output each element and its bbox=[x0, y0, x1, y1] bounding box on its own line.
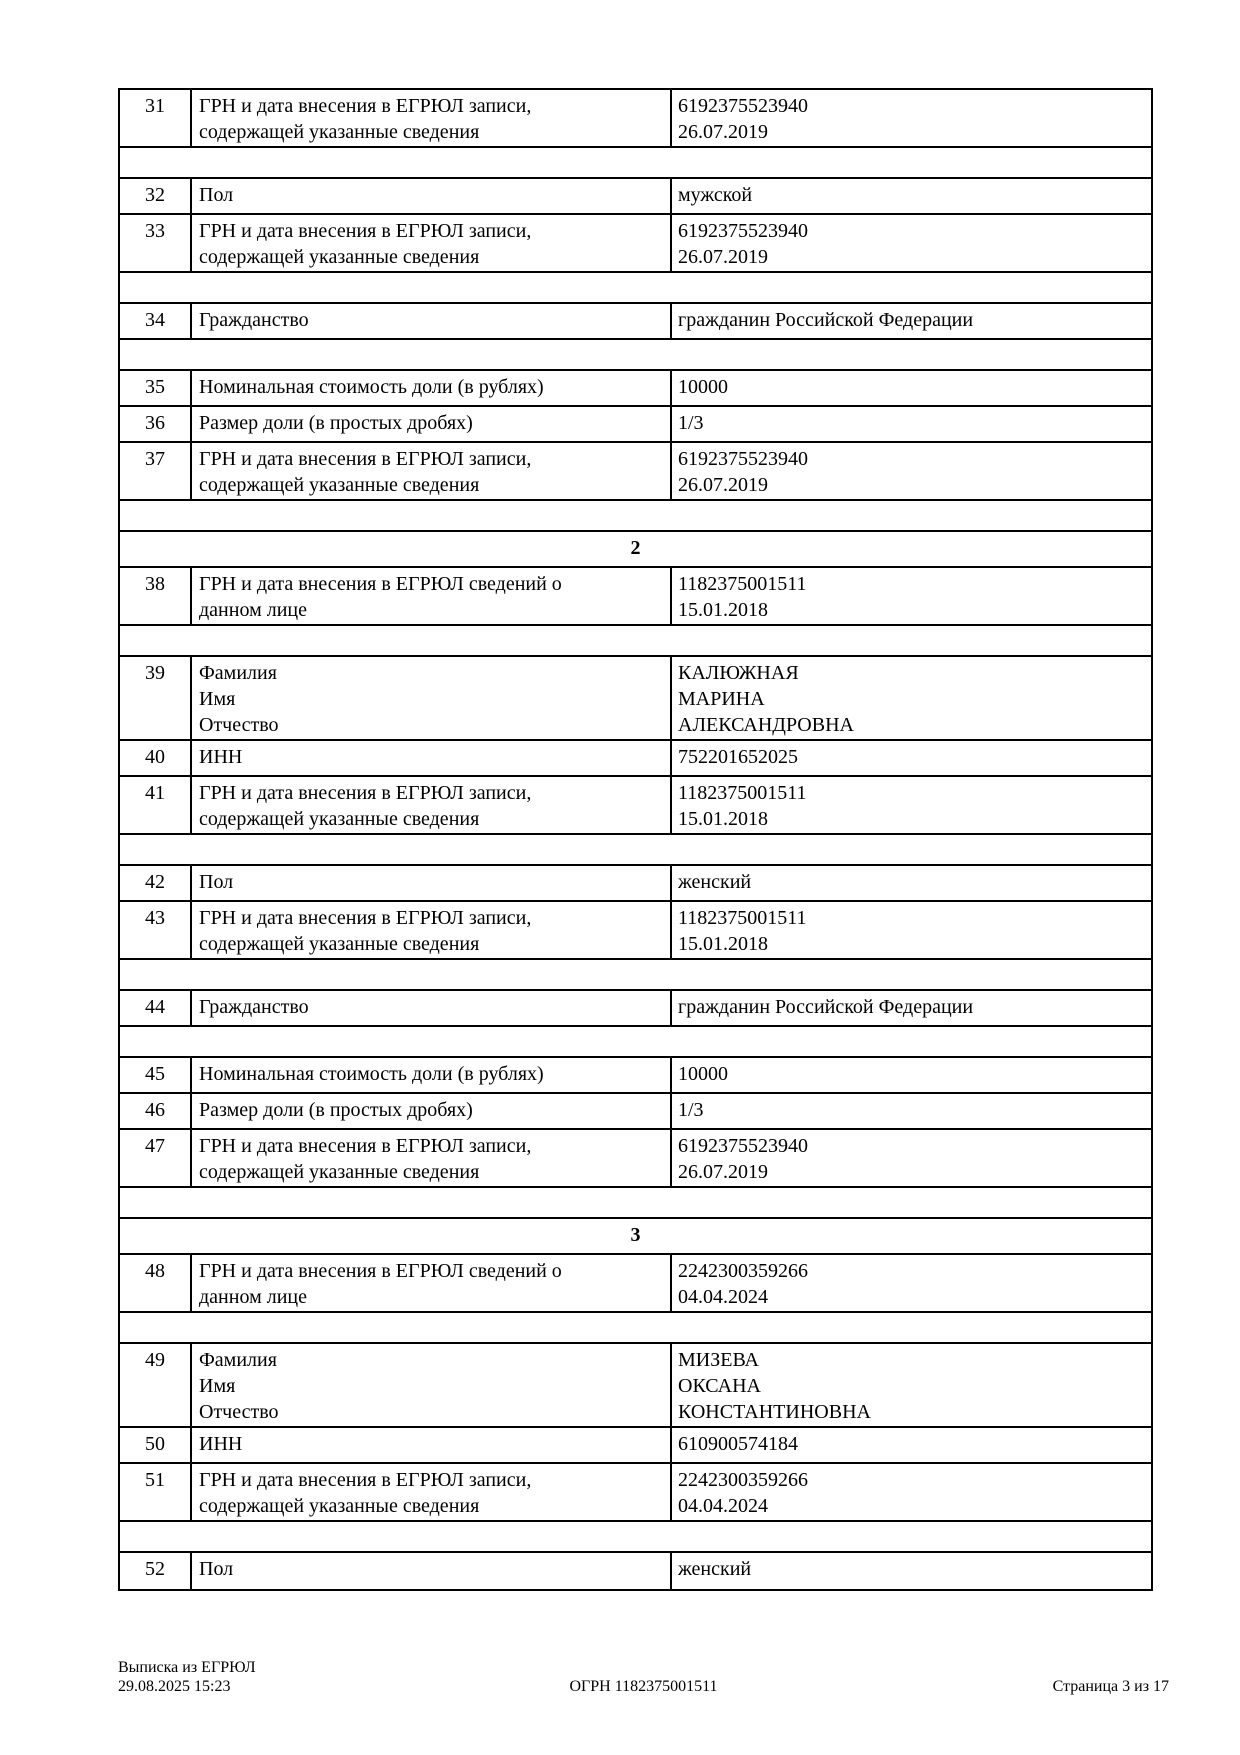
row-number-cell: 41 bbox=[120, 777, 192, 833]
value-line: 15.01.2018 bbox=[678, 599, 768, 621]
label-line: данном лице bbox=[199, 599, 307, 621]
label-line: Номинальная стоимость доли (в рублях) bbox=[199, 376, 544, 398]
spacer-row bbox=[120, 835, 1151, 866]
row-label-cell bbox=[192, 568, 672, 624]
row-label-cell bbox=[192, 1344, 672, 1426]
label-line: Пол bbox=[199, 1558, 234, 1580]
row-value-cell bbox=[672, 777, 1151, 833]
table-row bbox=[120, 1094, 1151, 1130]
row-number-cell: 46 bbox=[120, 1094, 192, 1128]
page-footer bbox=[118, 1658, 1169, 1696]
table-row bbox=[120, 1553, 1151, 1589]
label-line: Имя bbox=[199, 688, 236, 710]
value-line: 26.07.2019 bbox=[678, 121, 768, 143]
value-line: 610900574184 bbox=[678, 1433, 798, 1455]
table-row bbox=[120, 991, 1151, 1027]
section-header-row: 3 bbox=[120, 1219, 1151, 1255]
row-label-cell bbox=[192, 407, 672, 441]
row-number-cell: 45 bbox=[120, 1058, 192, 1092]
row-label-cell bbox=[192, 1464, 672, 1520]
label-line: Размер доли (в простых дробях) bbox=[199, 412, 473, 434]
label-line: ИНН bbox=[199, 746, 243, 768]
value-line: 1/3 bbox=[678, 1099, 704, 1121]
row-number-cell: 36 bbox=[120, 407, 192, 441]
row-value-cell bbox=[672, 1344, 1151, 1426]
row-value-cell bbox=[672, 657, 1151, 739]
row-label-cell bbox=[192, 443, 672, 499]
table-row bbox=[120, 741, 1151, 777]
row-label-cell bbox=[192, 1094, 672, 1128]
label-line: ГРН и дата внесения в ЕГРЮЛ записи, bbox=[199, 220, 532, 242]
value-line: 26.07.2019 bbox=[678, 474, 768, 496]
row-value-cell bbox=[672, 741, 1151, 775]
label-line: ГРН и дата внесения в ЕГРЮЛ записи, bbox=[199, 907, 532, 929]
row-number-cell: 52 bbox=[120, 1553, 192, 1589]
footer-page-number: Страница 3 из 17 bbox=[1052, 1678, 1170, 1695]
value-line: КАЛЮЖНАЯ bbox=[678, 662, 799, 684]
row-label-cell bbox=[192, 90, 672, 146]
label-line: данном лице bbox=[199, 1286, 307, 1308]
table-row bbox=[120, 407, 1151, 443]
value-line: 1182375001511 bbox=[678, 573, 807, 595]
value-line: 6192375523940 bbox=[678, 1135, 808, 1157]
row-label-cell bbox=[192, 179, 672, 213]
row-number-cell: 40 bbox=[120, 741, 192, 775]
value-line: 752201652025 bbox=[678, 746, 798, 768]
row-label-cell bbox=[192, 1058, 672, 1092]
label-line: Фамилия bbox=[199, 1349, 277, 1371]
label-line: Отчество bbox=[199, 1401, 279, 1423]
label-line: Гражданство bbox=[199, 309, 309, 331]
value-line: 2242300359266 bbox=[678, 1469, 808, 1491]
row-label-cell bbox=[192, 866, 672, 900]
label-line: содержащей указанные сведения bbox=[199, 808, 480, 830]
value-line: 15.01.2018 bbox=[678, 808, 768, 830]
value-line: 1/3 bbox=[678, 412, 704, 434]
row-label-cell bbox=[192, 1130, 672, 1186]
label-line: содержащей указанные сведения bbox=[199, 474, 480, 496]
table-row bbox=[120, 443, 1151, 501]
row-label-cell bbox=[192, 304, 672, 338]
row-number-cell: 49 bbox=[120, 1344, 192, 1426]
value-line: 10000 bbox=[678, 376, 728, 398]
label-line: Размер доли (в простых дробях) bbox=[199, 1099, 473, 1121]
row-value-cell bbox=[672, 1130, 1151, 1186]
label-line: ГРН и дата внесения в ЕГРЮЛ записи, bbox=[199, 782, 532, 804]
row-number-cell: 39 bbox=[120, 657, 192, 739]
table-row bbox=[120, 1058, 1151, 1094]
table-row bbox=[120, 371, 1151, 407]
row-label-cell bbox=[192, 991, 672, 1025]
spacer-row bbox=[120, 501, 1151, 532]
row-value-cell bbox=[672, 866, 1151, 900]
table-row bbox=[120, 866, 1151, 902]
row-value-cell bbox=[672, 407, 1151, 441]
table-row bbox=[120, 1255, 1151, 1313]
value-line: ОКСАНА bbox=[678, 1375, 761, 1397]
label-line: ГРН и дата внесения в ЕГРЮЛ записи, bbox=[199, 448, 532, 470]
row-number-cell: 31 bbox=[120, 90, 192, 146]
row-number-cell: 50 bbox=[120, 1428, 192, 1462]
value-line: 6192375523940 bbox=[678, 220, 808, 242]
row-value-cell bbox=[672, 1094, 1151, 1128]
spacer-row bbox=[120, 1522, 1151, 1553]
spacer-row bbox=[120, 273, 1151, 304]
row-label-cell bbox=[192, 657, 672, 739]
value-line: 6192375523940 bbox=[678, 95, 808, 117]
spacer-row bbox=[120, 960, 1151, 991]
footer-ogrn: ОГРН 1182375001511 bbox=[569, 1678, 718, 1695]
row-number-cell: 47 bbox=[120, 1130, 192, 1186]
row-label-cell bbox=[192, 1428, 672, 1462]
spacer-row bbox=[120, 340, 1151, 371]
row-label-cell bbox=[192, 215, 672, 271]
footer-doc-name: Выписка из ЕГРЮЛ bbox=[118, 1659, 256, 1676]
row-number-cell: 35 bbox=[120, 371, 192, 405]
row-value-cell bbox=[672, 1255, 1151, 1311]
label-line: Отчество bbox=[199, 714, 279, 736]
footer-left bbox=[118, 1658, 569, 1696]
row-number-cell: 34 bbox=[120, 304, 192, 338]
footer-datetime: 29.08.2025 15:23 bbox=[118, 1678, 231, 1695]
row-value-cell bbox=[672, 179, 1151, 213]
label-line: содержащей указанные сведения bbox=[199, 121, 480, 143]
value-line: 26.07.2019 bbox=[678, 246, 768, 268]
table-row bbox=[120, 1428, 1151, 1464]
label-line: содержащей указанные сведения bbox=[199, 1161, 480, 1183]
value-line: гражданин Российской Федерации bbox=[678, 996, 974, 1018]
spacer-row bbox=[120, 1313, 1151, 1344]
label-line: Номинальная стоимость доли (в рублях) bbox=[199, 1063, 544, 1085]
row-number-cell: 44 bbox=[120, 991, 192, 1025]
label-line: ИНН bbox=[199, 1433, 243, 1455]
value-line: 6192375523940 bbox=[678, 448, 808, 470]
label-line: Пол bbox=[199, 184, 234, 206]
label-line: ГРН и дата внесения в ЕГРЮЛ сведений о bbox=[199, 573, 562, 595]
row-label-cell bbox=[192, 371, 672, 405]
table-row bbox=[120, 179, 1151, 215]
label-line: содержащей указанные сведения bbox=[199, 933, 480, 955]
label-line: содержащей указанные сведения bbox=[199, 246, 480, 268]
row-value-cell bbox=[672, 991, 1151, 1025]
row-number-cell: 42 bbox=[120, 866, 192, 900]
row-number-cell: 48 bbox=[120, 1255, 192, 1311]
label-line: ГРН и дата внесения в ЕГРЮЛ сведений о bbox=[199, 1260, 562, 1282]
label-line: ГРН и дата внесения в ЕГРЮЛ записи, bbox=[199, 1135, 532, 1157]
row-value-cell bbox=[672, 568, 1151, 624]
value-line: 1182375001511 bbox=[678, 782, 807, 804]
table-row bbox=[120, 777, 1151, 835]
row-label-cell bbox=[192, 741, 672, 775]
row-value-cell bbox=[672, 371, 1151, 405]
value-line: мужской bbox=[678, 184, 753, 206]
table-row bbox=[120, 215, 1151, 273]
table-row bbox=[120, 90, 1151, 148]
value-line: МИЗЕВА bbox=[678, 1349, 759, 1371]
value-line: МАРИНА bbox=[678, 688, 765, 710]
row-number-cell: 51 bbox=[120, 1464, 192, 1520]
value-line: АЛЕКСАНДРОВНА bbox=[678, 714, 854, 736]
row-value-cell bbox=[672, 90, 1151, 146]
value-line: 04.04.2024 bbox=[678, 1286, 768, 1308]
row-value-cell bbox=[672, 1058, 1151, 1092]
value-line: гражданин Российской Федерации bbox=[678, 309, 974, 331]
value-line: 10000 bbox=[678, 1063, 728, 1085]
row-number-cell: 32 bbox=[120, 179, 192, 213]
row-value-cell bbox=[672, 1464, 1151, 1520]
spacer-row bbox=[120, 148, 1151, 179]
row-label-cell bbox=[192, 1553, 672, 1589]
value-line: 15.01.2018 bbox=[678, 933, 768, 955]
table-row bbox=[120, 304, 1151, 340]
label-line: Гражданство bbox=[199, 996, 309, 1018]
label-line: Пол bbox=[199, 871, 234, 893]
row-number-cell: 38 bbox=[120, 568, 192, 624]
spacer-row bbox=[120, 1188, 1151, 1219]
label-line: ГРН и дата внесения в ЕГРЮЛ записи, bbox=[199, 95, 532, 117]
label-line: ГРН и дата внесения в ЕГРЮЛ записи, bbox=[199, 1469, 532, 1491]
egrul-table bbox=[118, 88, 1153, 1591]
row-value-cell bbox=[672, 443, 1151, 499]
label-line: содержащей указанные сведения bbox=[199, 1495, 480, 1517]
value-line: женский bbox=[678, 1558, 752, 1580]
table-row bbox=[120, 568, 1151, 626]
row-number-cell: 37 bbox=[120, 443, 192, 499]
row-value-cell bbox=[672, 1428, 1151, 1462]
value-line: КОНСТАНТИНОВНА bbox=[678, 1401, 871, 1423]
table-row bbox=[120, 1464, 1151, 1522]
table-row bbox=[120, 1130, 1151, 1188]
row-number-cell: 43 bbox=[120, 902, 192, 958]
table-row bbox=[120, 657, 1151, 741]
spacer-row bbox=[120, 626, 1151, 657]
row-label-cell bbox=[192, 1255, 672, 1311]
value-line: 1182375001511 bbox=[678, 907, 807, 929]
row-number-cell: 33 bbox=[120, 215, 192, 271]
label-line: Фамилия bbox=[199, 662, 277, 684]
row-label-cell bbox=[192, 902, 672, 958]
row-value-cell bbox=[672, 902, 1151, 958]
table-row bbox=[120, 902, 1151, 960]
spacer-row bbox=[120, 1027, 1151, 1058]
value-line: 26.07.2019 bbox=[678, 1161, 768, 1183]
value-line: женский bbox=[678, 871, 752, 893]
value-line: 2242300359266 bbox=[678, 1260, 808, 1282]
row-label-cell bbox=[192, 777, 672, 833]
label-line: Имя bbox=[199, 1375, 236, 1397]
row-value-cell bbox=[672, 304, 1151, 338]
row-value-cell bbox=[672, 1553, 1151, 1589]
value-line: 04.04.2024 bbox=[678, 1495, 768, 1517]
table-row bbox=[120, 1344, 1151, 1428]
row-value-cell bbox=[672, 215, 1151, 271]
section-header-row: 2 bbox=[120, 532, 1151, 568]
